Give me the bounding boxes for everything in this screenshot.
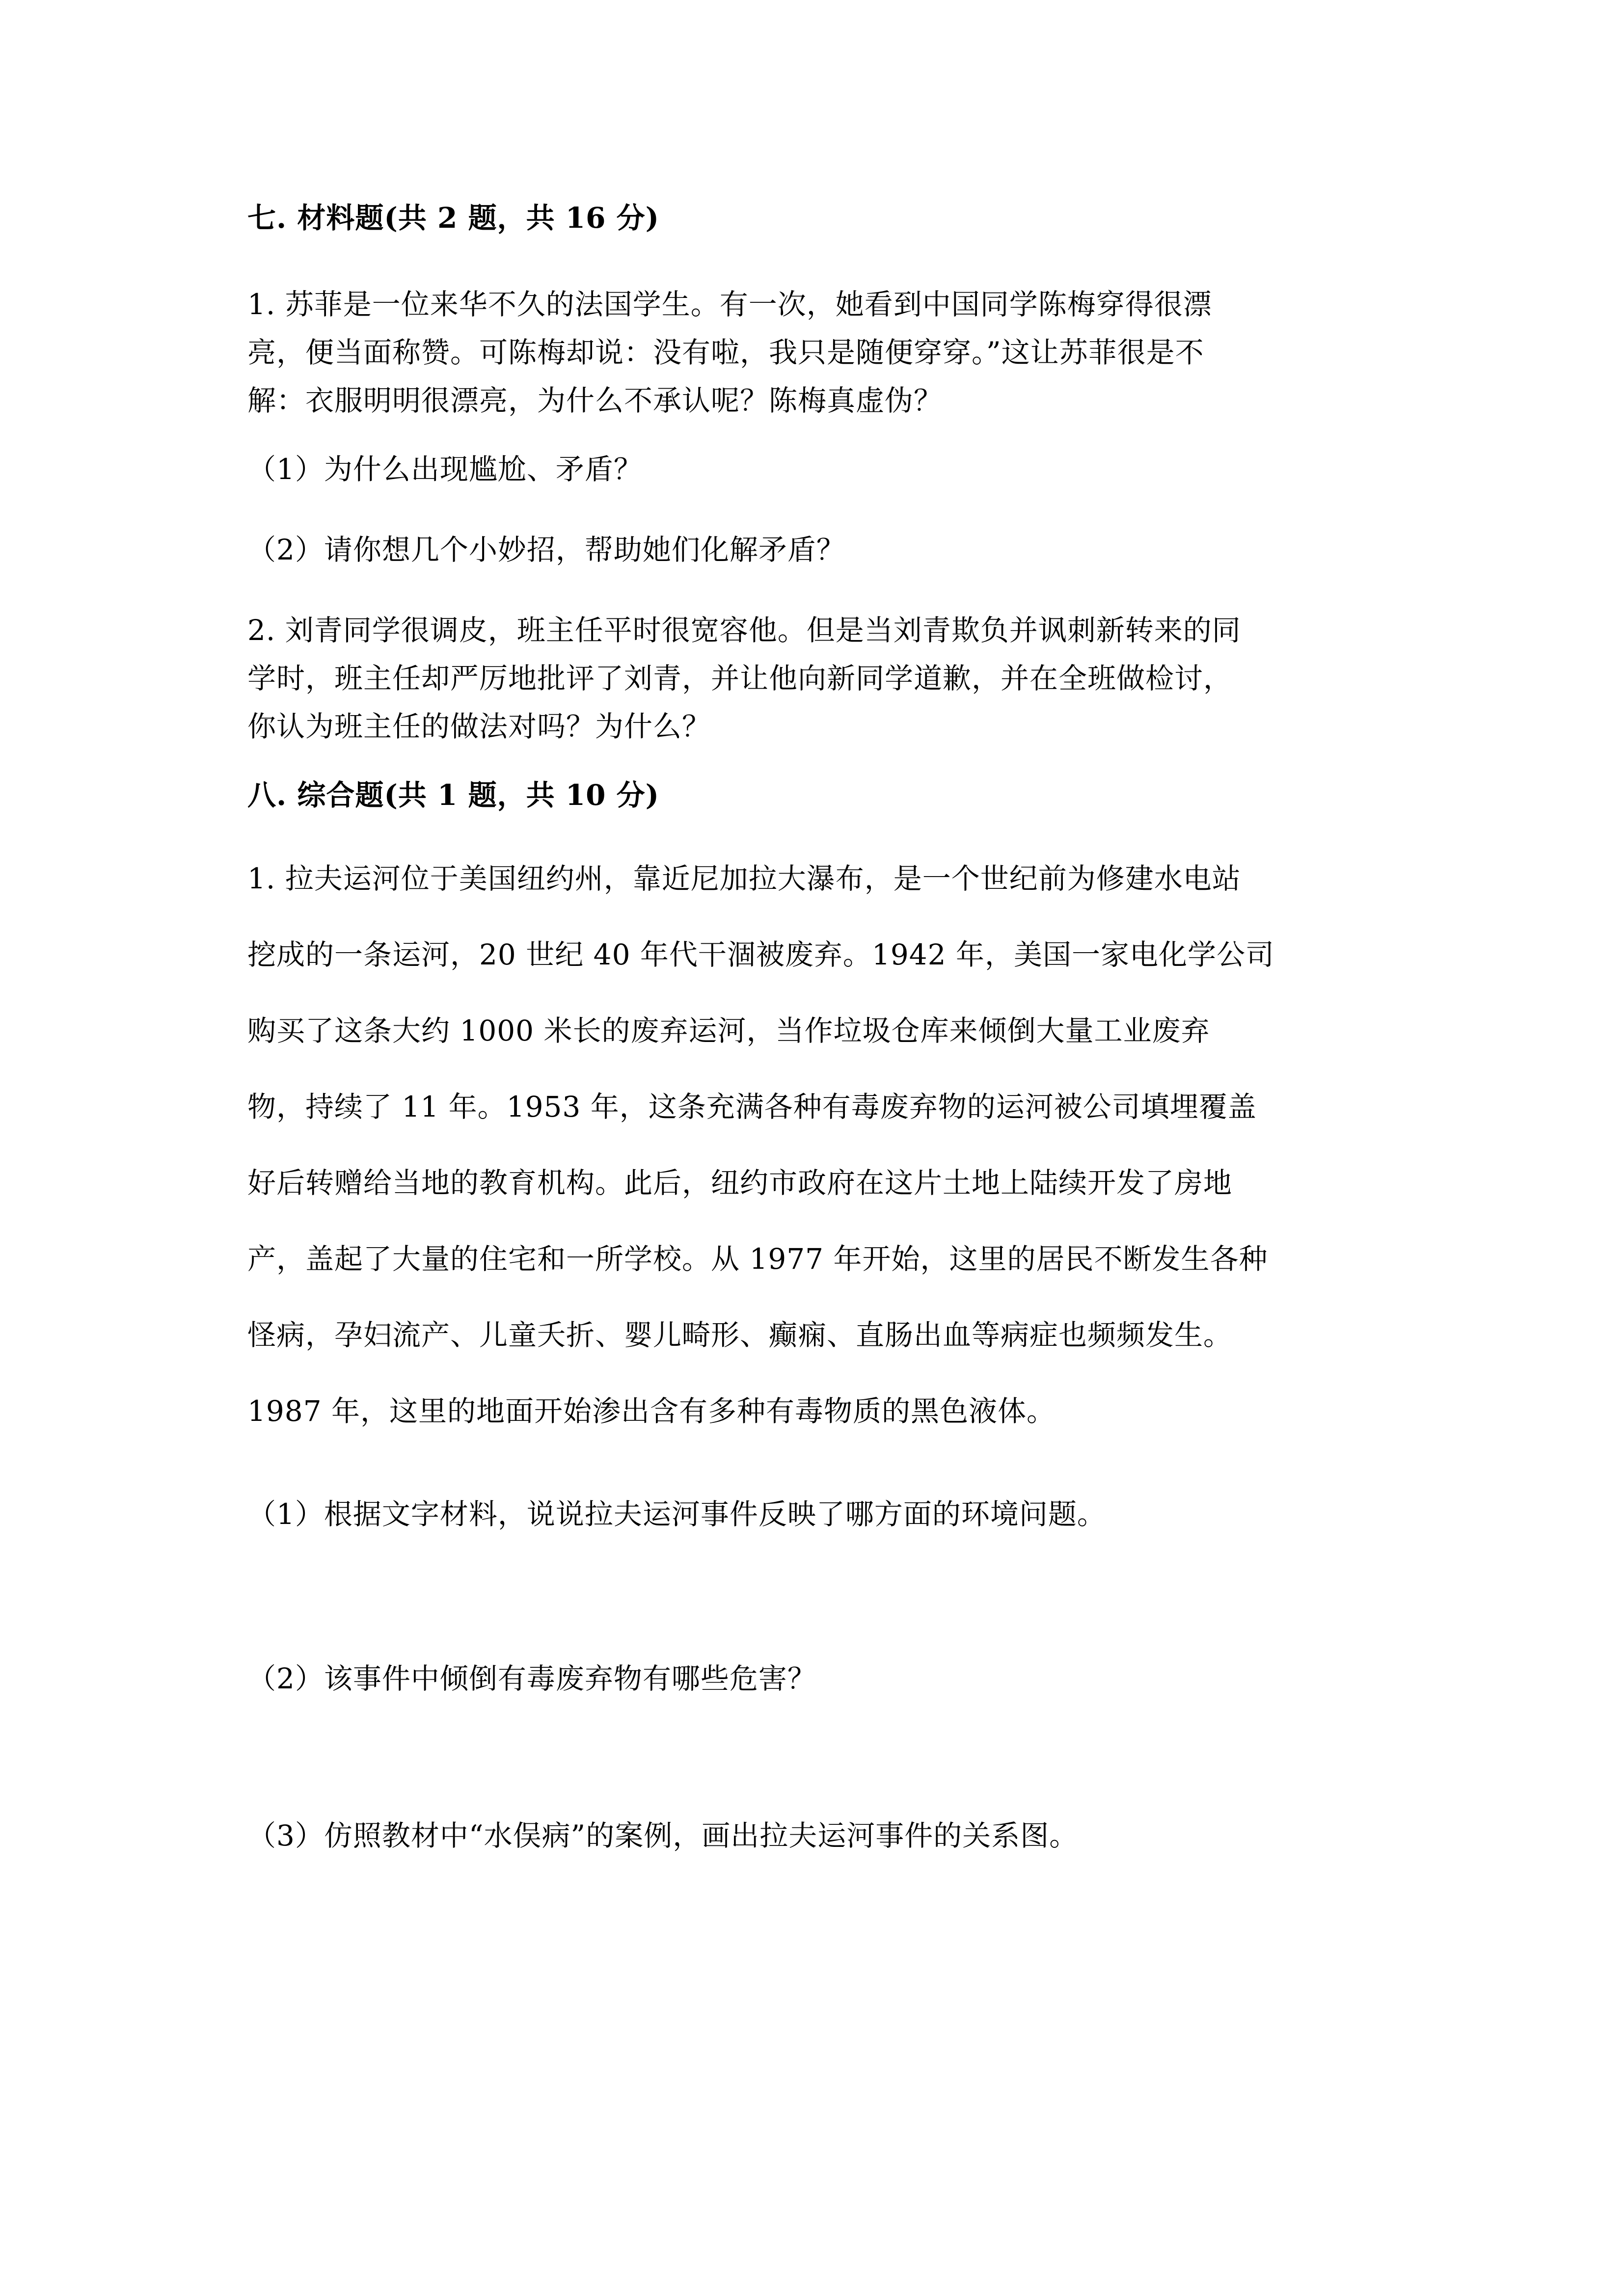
s7-q1-line-2: 亮，便当面称赞。可陈梅却说：没有啦，我只是随便穿穿。”这让苏菲很是不 [247, 336, 1204, 369]
s7-q2-line-2: 学时，班主任却严厉地批评了刘青，并让他向新同学道歉，并在全班做检讨， [247, 662, 1233, 695]
section-7-title: 七. 材料题(共 2 题，共 16 分) [247, 201, 660, 235]
s7-q1-sub-2: （2）请你想几个小妙招，帮助她们化解矛盾？ [247, 533, 845, 566]
s8-q1-line-6: 产，盖起了大量的住宅和一所学校。从 1977 年开始，这里的居民不断发生各种 [247, 1242, 1268, 1276]
s7-q2-line-3: 你认为班主任的做法对吗？为什么？ [247, 710, 711, 743]
s7-q1-sub-1: （1）为什么出现尴尬、矛盾？ [247, 453, 643, 486]
s7-q2-line-1: 2. 刘青同学很调皮，班主任平时很宽容他。但是当刘青欺负并讽刺新转来的同 [247, 614, 1241, 647]
s8-q1-line-1: 1. 拉夫运河位于美国纽约州，靠近尼加拉大瀑布，是一个世纪前为修建水电站 [247, 862, 1241, 895]
s7-q1-line-3: 解：衣服明明很漂亮，为什么不承认呢？陈梅真虚伪？ [247, 384, 943, 417]
section-8-title: 八. 综合题(共 1 题，共 10 分) [247, 778, 660, 812]
s8-q1-line-4: 物，持续了 11 年。1953 年，这条充满各种有毒废弃物的运河被公司填埋覆盖 [247, 1090, 1257, 1123]
s8-q1-sub-2: （2）该事件中倾倒有毒废弃物有哪些危害？ [247, 1662, 816, 1695]
s8-q1-line-8: 1987 年，这里的地面开始渗出含有多种有毒物质的黑色液体。 [247, 1394, 1056, 1428]
s8-q1-line-5: 好后转赠给当地的教育机构。此后，纽约市政府在这片土地上陆续开发了房地 [247, 1166, 1233, 1200]
s8-q1-line-3: 购买了这条大约 1000 米长的废弃运河，当作垃圾仓库来倾倒大量工业废弃 [247, 1014, 1210, 1047]
s8-q1-sub-3: （3）仿照教材中“水俣病”的案例，画出拉夫运河事件的关系图。 [247, 1819, 1079, 1852]
s7-q1-line-1: 1. 苏菲是一位来华不久的法国学生。有一次，她看到中国同学陈梅穿得很漂 [247, 288, 1212, 321]
s8-q1-line-2: 挖成的一条运河，20 世纪 40 年代干涸被废弃。1942 年，美国一家电化学公司 [247, 938, 1274, 971]
s8-q1-sub-1: （1）根据文字材料，说说拉夫运河事件反映了哪方面的环境问题。 [247, 1497, 1106, 1531]
s8-q1-line-7: 怪病，孕妇流产、儿童夭折、婴儿畸形、癫痫、直肠出血等病症也频频发生。 [247, 1318, 1233, 1352]
